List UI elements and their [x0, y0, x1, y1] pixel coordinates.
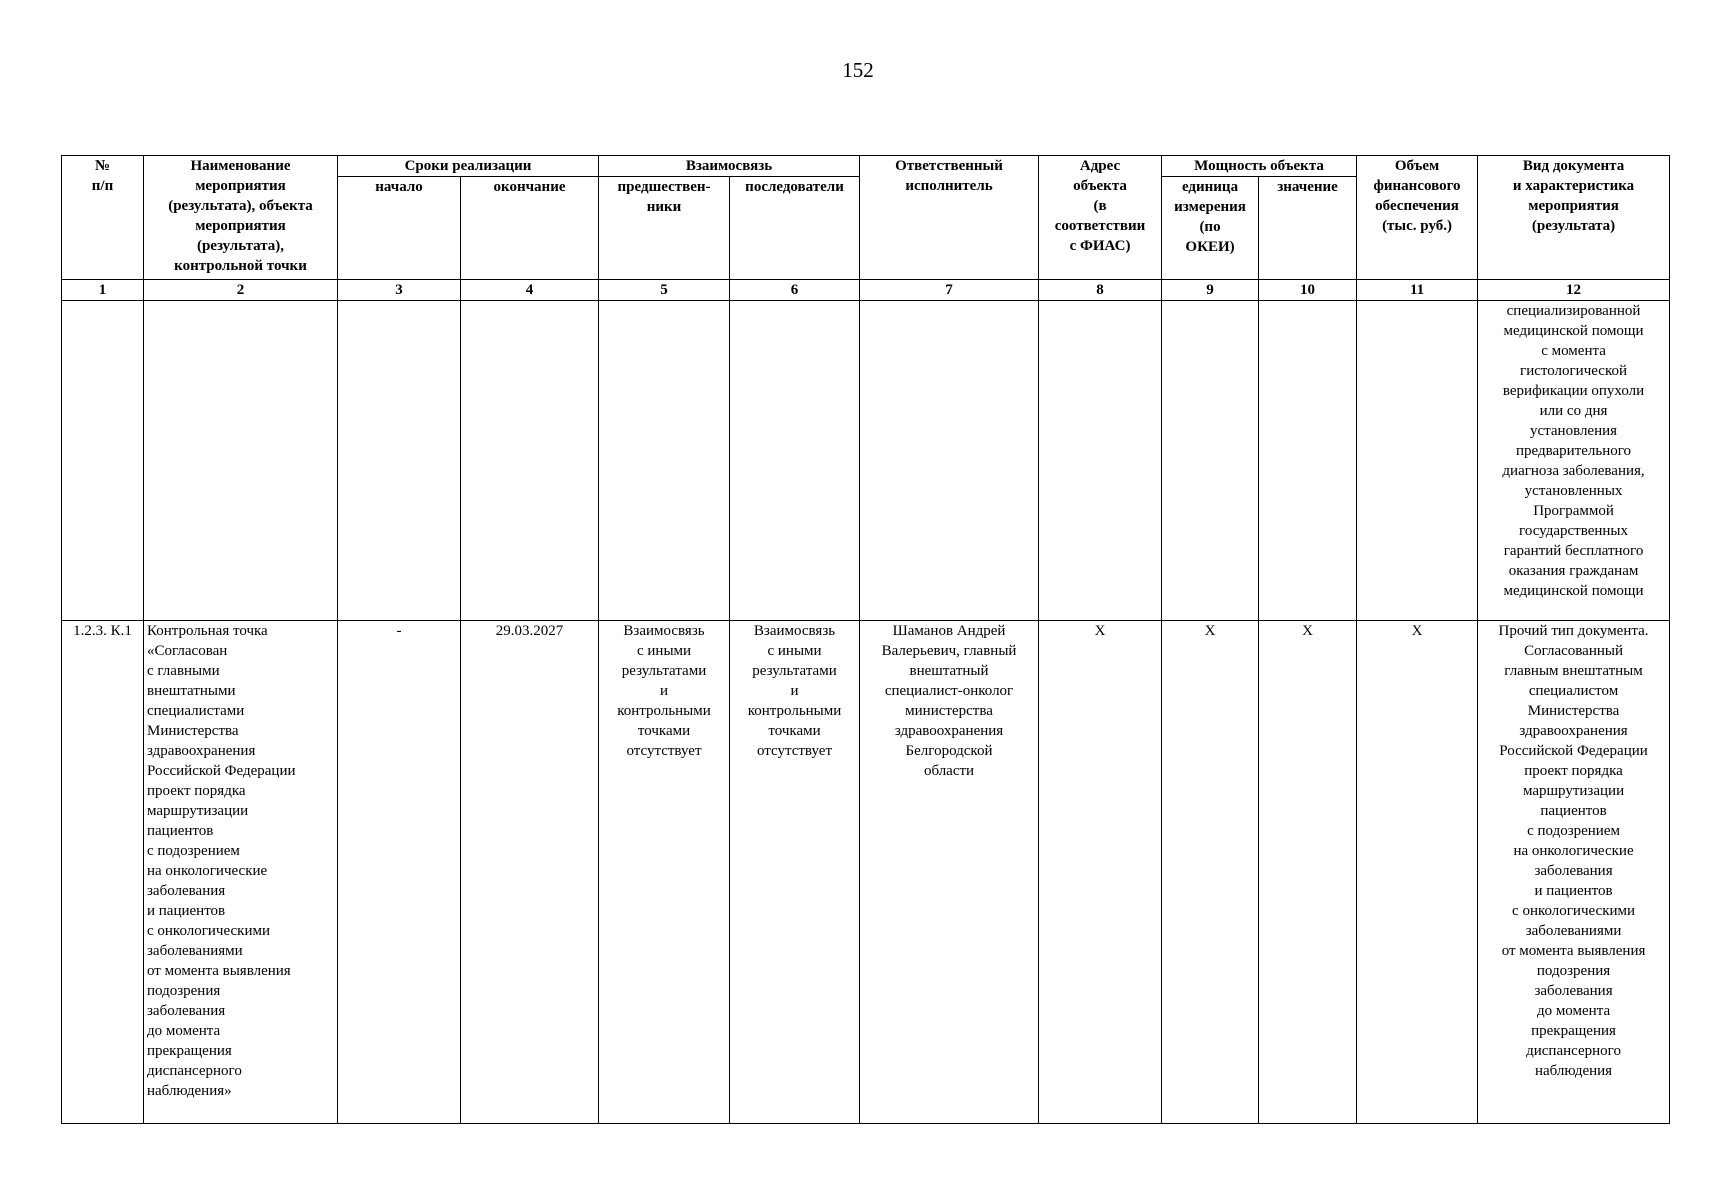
- cell-responsible: [860, 301, 1039, 621]
- column-number: 12: [1478, 280, 1670, 301]
- cell-name: [144, 301, 338, 621]
- header-row-1: [62, 156, 1670, 177]
- cell-value: [1259, 301, 1357, 621]
- cell-doc-type: специализированной медицинской помощи с момента гистологической верификации опухоли или со дня установления предварительного диагноза заболевания, установленных Программой государственных гарантий бесплатного оказания гражданам медицинской помощи: [1478, 301, 1670, 621]
- cell-predecessors: Взаимосвязь с иными результатами и контрольными точками отсутствует: [599, 621, 730, 1124]
- header-capacity: Мощность объекта: [1162, 156, 1357, 177]
- column-number: 11: [1357, 280, 1478, 301]
- cell-successors: [730, 301, 860, 621]
- header-doc-type: Вид документа и характеристика мероприятия (результата): [1478, 156, 1670, 280]
- column-number: 8: [1039, 280, 1162, 301]
- column-number: 5: [599, 280, 730, 301]
- cell-end: 29.03.2027: [461, 621, 599, 1124]
- cell-unit: Х: [1162, 621, 1259, 1124]
- header-start: начало: [338, 177, 461, 280]
- cell-start: [338, 301, 461, 621]
- header-unit: единица измерения (по ОКЕИ): [1162, 177, 1259, 280]
- header-predecessors: предшествен- ники: [599, 177, 730, 280]
- column-number: 7: [860, 280, 1039, 301]
- cell-end: [461, 301, 599, 621]
- cell-address: Х: [1039, 621, 1162, 1124]
- page-number: 152: [842, 58, 874, 82]
- header-responsible: Ответственный исполнитель: [860, 156, 1039, 280]
- cell-name: Контрольная точка «Согласован с главными внештатными специалистами Министерства здравоохранения Российской Федерации проект порядка маршрутизации пациентов с подозрением на онкологические заболевания и пациентов с онкологическими заболеваниями от момента выявления подозрения заболевания до момента прекращения диспансерного наблюдения»: [144, 621, 338, 1124]
- cell-finance: [1357, 301, 1478, 621]
- cell-num: 1.2.3. К.1: [62, 621, 144, 1124]
- activity-table: [61, 155, 1670, 1124]
- header-relation: Взаимосвязь: [599, 156, 860, 177]
- header-name: Наименование мероприятия (результата), объекта мероприятия (результата), контрольной точки: [144, 156, 338, 280]
- column-number: 3: [338, 280, 461, 301]
- cell-finance: Х: [1357, 621, 1478, 1124]
- cell-value: Х: [1259, 621, 1357, 1124]
- column-number: 1: [62, 280, 144, 301]
- cell-num: [62, 301, 144, 621]
- column-number: 4: [461, 280, 599, 301]
- cell-responsible: Шаманов Андрей Валерьевич, главный внештатный специалист-онколог министерства здравоохранения Белгородской области: [860, 621, 1039, 1124]
- column-number: 6: [730, 280, 860, 301]
- table-row-continued: [62, 301, 1670, 621]
- cell-predecessors: [599, 301, 730, 621]
- cell-successors: Взаимосвязь с иными результатами и контрольными точками отсутствует: [730, 621, 860, 1124]
- cell-doc-type: Прочий тип документа. Согласованный главным внештатным специалистом Министерства здравоохранения Российской Федерации проект порядка маршрутизации пациентов с подозрением на онкологические заболевания и пациентов с онкологическими заболеваниями от момента выявления подозрения заболевания до момента прекращения диспансерного наблюдения: [1478, 621, 1670, 1124]
- header-value: значение: [1259, 177, 1357, 280]
- header-end: окончание: [461, 177, 599, 280]
- column-number: 2: [144, 280, 338, 301]
- header-address: Адрес объекта (в соответствии с ФИАС): [1039, 156, 1162, 280]
- header-terms: Сроки реализации: [338, 156, 599, 177]
- cell-start: -: [338, 621, 461, 1124]
- header-successors: последователи: [730, 177, 860, 280]
- column-number-row: [62, 280, 1670, 301]
- cell-unit: [1162, 301, 1259, 621]
- header-num: № п/п: [62, 156, 144, 280]
- cell-address: [1039, 301, 1162, 621]
- column-number: 9: [1162, 280, 1259, 301]
- table-row-control-point: [62, 621, 1670, 1124]
- header-finance: Объем финансового обеспечения (тыс. руб.): [1357, 156, 1478, 280]
- column-number: 10: [1259, 280, 1357, 301]
